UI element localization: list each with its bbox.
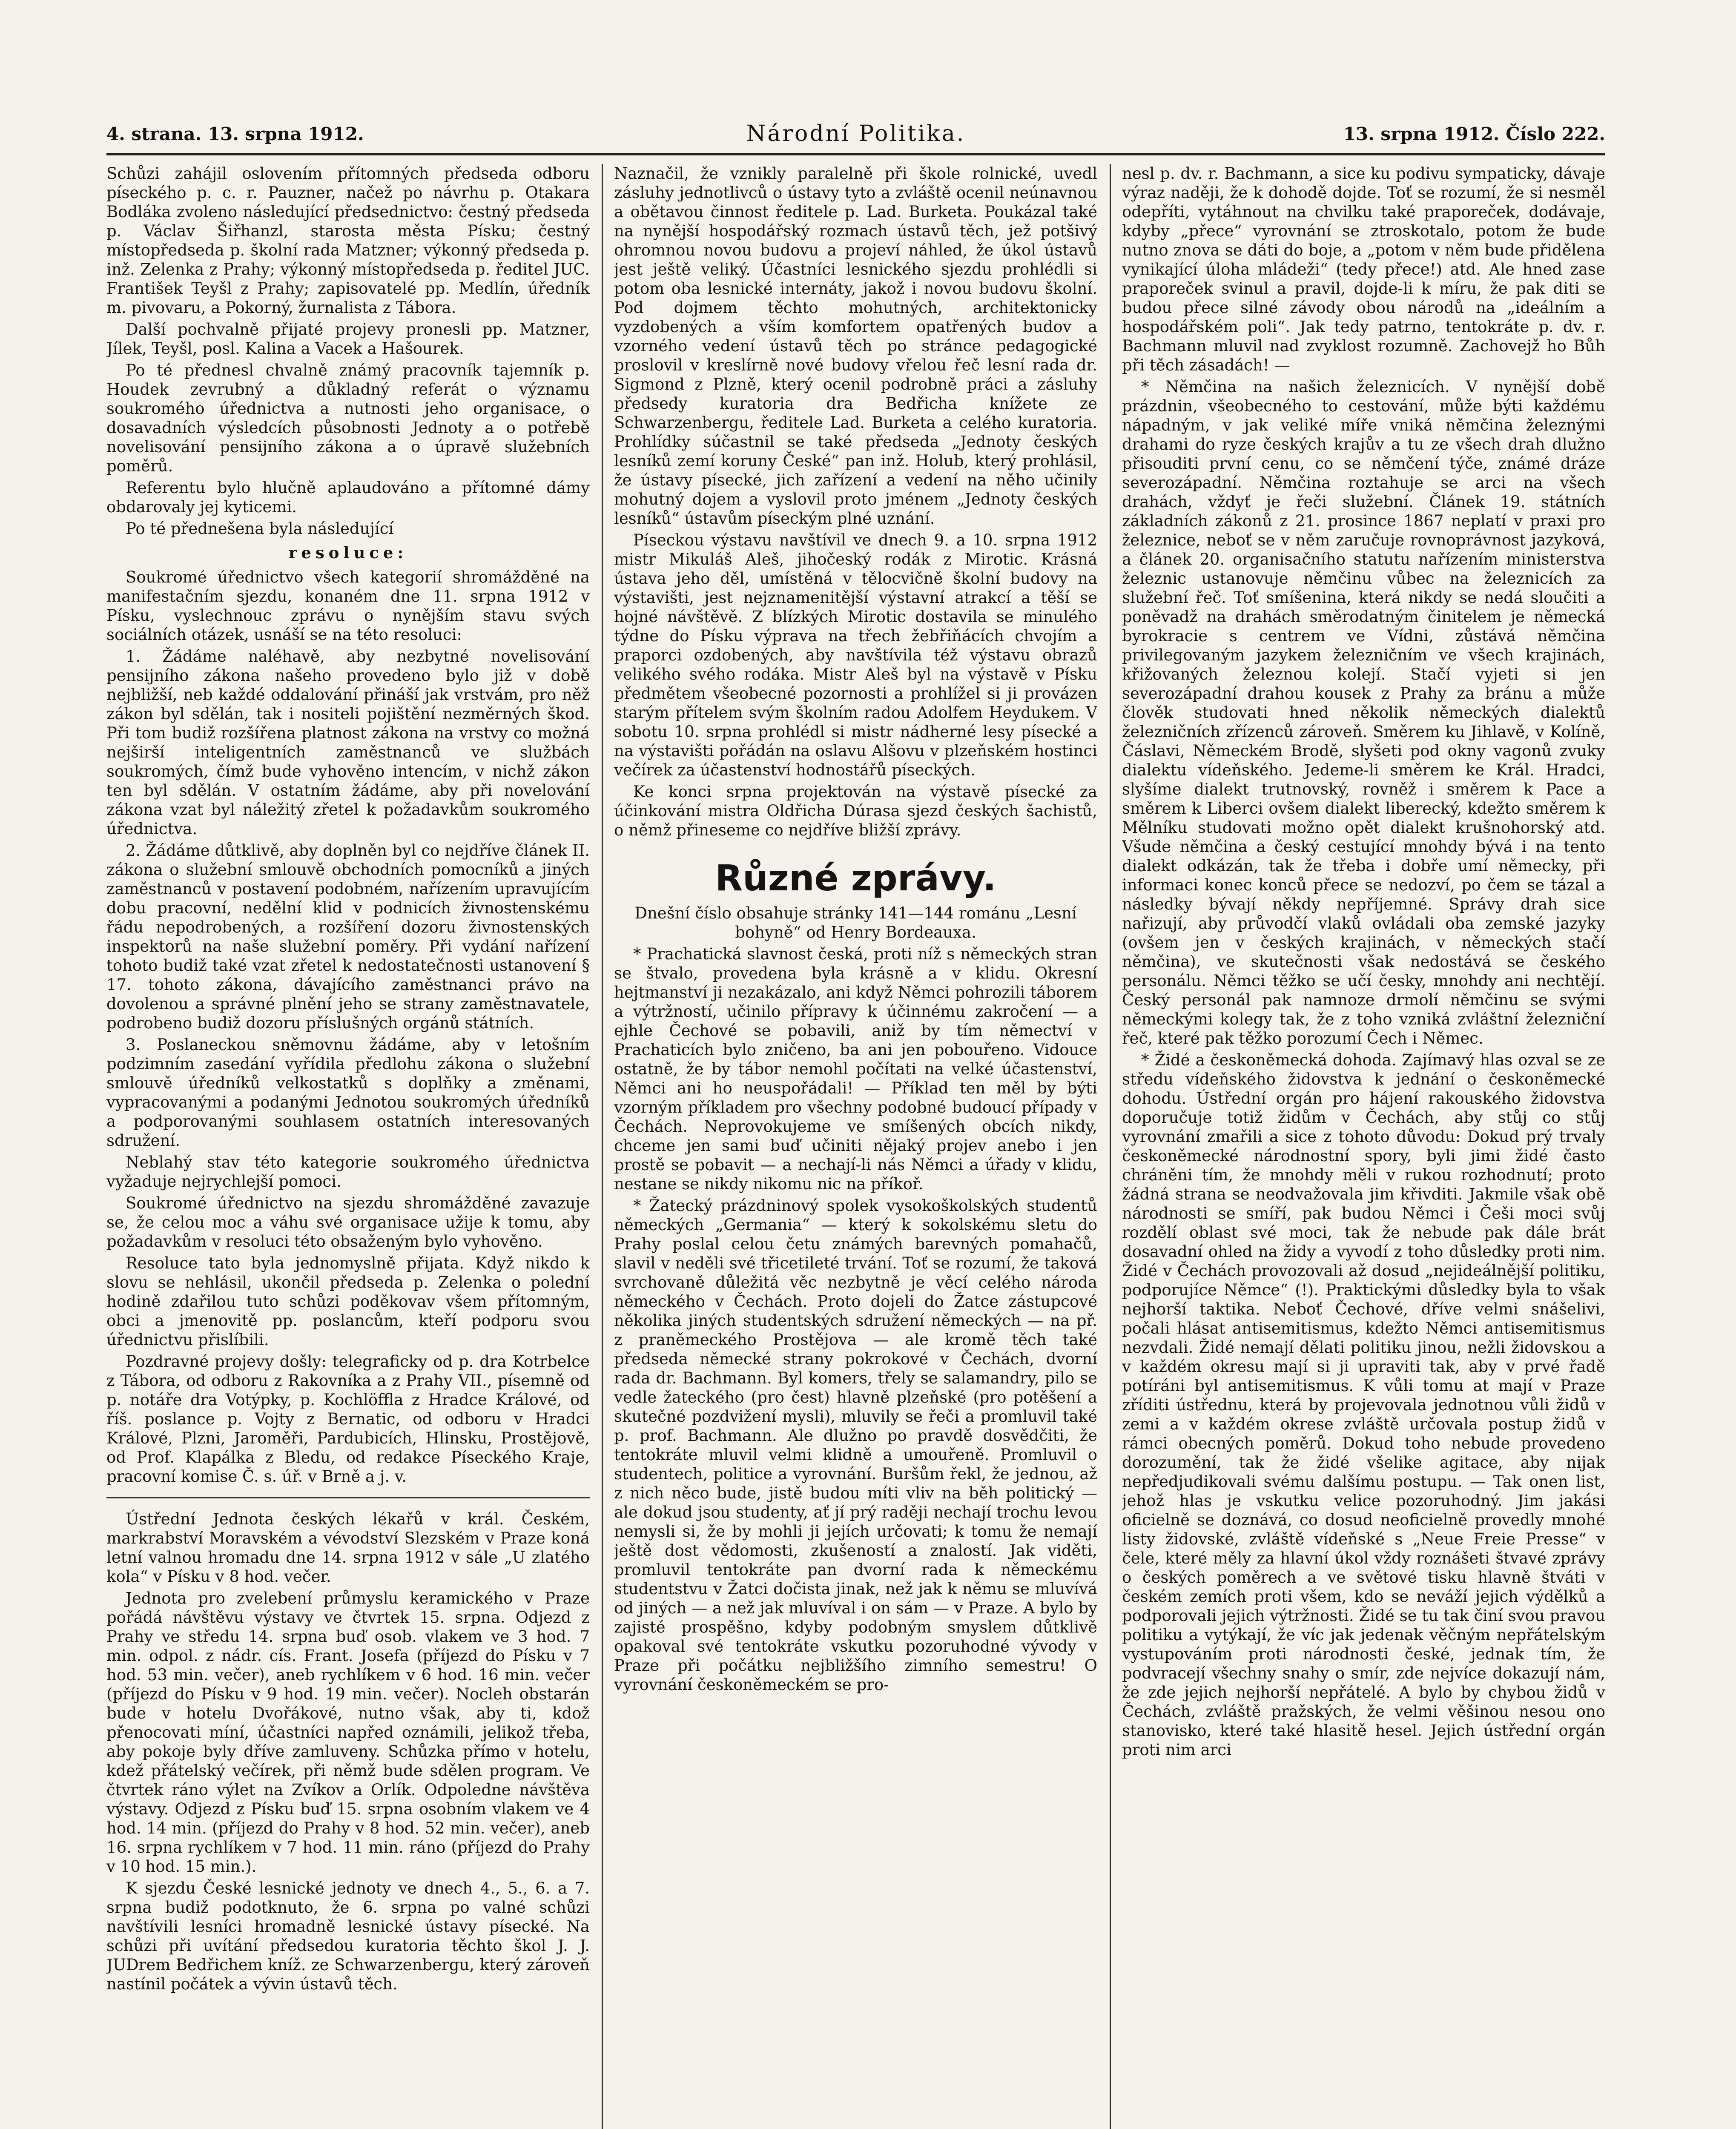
article-paragraph: Po té přednesl chvalně známý pracovník tajemník p. Houdek zevrubný a důkladný referát o významu soukromého úřednictva a nutnosti jeho organisace, o dosavadních výsledcích působnosti Jednoty a o potřebě novelisování pensijního zákona a o úpravě služebních poměrů. [106, 361, 590, 475]
column-1 [106, 164, 590, 2129]
article-paragraph: Resoluce tato byla jednomyslně přijata. Když nikdo k slovu se nehlásil, ukončil předseda p. Zelenka o polední hodině zdařilou tuto schůzi poděkovav všem přítomným, obci a jmenovitě pp. poslancům, kteří podporu svou úřednictvu přislíbili. [106, 1254, 590, 1349]
column-divider [602, 164, 603, 2129]
masthead-title: Národní Politika. [746, 121, 966, 146]
supplement-note: Dnešní číslo obsahuje stránky 141—144 románu „Lesní bohyně“ od Henry Bordeauxa. [634, 904, 1077, 941]
column-divider [1110, 164, 1111, 2129]
resolution-heading: resoluce: [288, 543, 408, 562]
article-paragraph: Referentu bylo hlučně aplaudováno a přítomné dámy obdarovaly jej kyticemi. [106, 479, 590, 516]
page-header [106, 123, 1605, 158]
article-paragraph: 2. Žádáme důtklivě, aby doplněn byl co nejdříve článek II. zákona o služební smlouvě obchodních pomocníků a jiných zaměstnanců v postavení podobném, nařízením upravujícím dobu pracovní, nedělní klid v podnicích živnostenskému řádu nepodrobených, a rozšíření dozoru živnostenských inspektorů na naše služební poměry. Při vydání nařízení tohoto budiž také vzat zřetel k nedostatečnosti ustanovení § 17. tohoto zákona, dávajícího zaměstnanci právo na dovolenou a správné plnění jeho se strany zaměstnavatele, podrobeno budiž dozoru příslušných orgánů státních. [106, 841, 590, 1032]
column-2 [614, 164, 1097, 2129]
header-rule [106, 153, 1605, 155]
article-paragraph: Ke konci srpna projektován na výstavě písecké za účinkování mistra Oldřicha Dúrasa sjezd českých šachistů, o němž přineseme co nejdříve bližší zprávy. [614, 783, 1097, 839]
newspaper-page [106, 123, 1605, 2129]
article-paragraph: Ústřední Jednota českých lékařů v král. Českém, markrabství Moravském a vévodství Slezském v Praze koná letní valnou hromadu dne 14. srpna 1912 v sále „U zlatého kola“ v Písku v 8 hod. večer. [106, 1510, 590, 1586]
article-paragraph: 1. Žádáme naléhavě, aby nezbytné novelisování pensijního zákona našeho provedeno bylo již v době nejbližší, neb každé oddalování přináší jak vrstvám, pro něž zákon byl sdělán, tak i nositeli pojištění nezměrných škod. Při tom budiž rozšířena platnost zákona na vrstvy co možná nejširší inteligentních zaměstnanců ve službách soukromých, čímž bude vyhověno intencím, v nichž zákon ten byl sdělán. V ostatním žádáme, aby při novelování zákona vzat byl náležitý zřetel k požadavkům soukromého úřednictva. [106, 647, 590, 838]
article-paragraph: Po té přednešena byla následující [126, 519, 394, 538]
article-paragraph: * Žatecký prázdninový spolek vysokoškolských studentů německých „Germania“ — který k sokolskému sletu do Prahy poslal celou četu známých barevných pomahačů, slavil v neděli své třicetileté trvání. Toť se rozumí, že taková svrchovaně důležitá věc nezbytně je věcí celého národa německého v Čechách. Proto dojeli do Žatce zástupcové několika jiných studentských sdružení německých — na př. z praněmeckého Prostějova — ale kromě těch také předseda německé strany pokrokové v Čechách, dvorní rada dr. Bachmann. Byl komers, třely se salamandry, pilo se vedle žateckého (pro čest) hlavně plzeňské (pro potěšení a skutečné pozdvižení mysli), mluvily se řeči a promluvil také p. prof. Bachmann. Ale dlužno po pravdě dosvědčiti, že tentokráte mluvil velmi klidně a umouřeně. Promluvil o studentech, politice a vyrovnání. Buršům řekl, že jednou, až z nich něco bude, jistě budou míti vliv na běh politický — ale dokud jsou studenty, ať jí prý raději nechají trochu levou nemysli si, že by mohli ji jejích určovati; k tomu že nemají ještě dost vědomosti, zkušeností a znalostí. Jak viděti, promluvil tentokráte pan dvorní rada k německému studentstvu v Žatci dočista jinak, než jak k němu se mluvívá od jiných — a než jak mluvíval i on sám — v Praze. A bylo by zajisté prospěšno, kdyby podobným smyslem důtklivě opakoval své tentokráte vskutku pozoruhodné vývody v Praze při počátku nejbližšího zimního semestru! O vyrovnání českoněmeckém se pro- [614, 1196, 1097, 1694]
header-page-date: 4. strana. 13. srpna 1912. [106, 123, 364, 144]
column-3 [1122, 164, 1605, 2129]
section-title: Různé zprávy. [715, 857, 996, 899]
article-paragraph: * Prachatická slavnost česká, proti níž s německých stran se štvalo, provedena byla krásně a v klidu. Okresní hejtmanství ji nezakázalo, ani když Němci pohrozili táborem a výtržností, učinilo přípravy k účinnému zakročení — a ejhle Čechové se pobavili, aniž by tím němectví v Prachaticích bylo zničeno, ba ani jen pobouřeno. Vidouce ostatně, že by tábor nemohl počítati na velké účastenství, Němci ani ho neuspořádali! — Příklad ten měl by býti vzorným příkladem pro všechny podobné budoucí případy v Čechách. Neprovokujeme ve smíšených obcích nikdy, chceme jen sami buď učiniti nějaký projev anebo i jen prostě se pobavit — a nechají-li nás Němci a úřady v klidu, nestane se nikdy nikomu nic na příkoř. [614, 945, 1097, 1193]
article-paragraph: Jednota pro zvelebení průmyslu keramického v Praze pořádá návštěvu výstavy ve čtvrtek 15. srpna. Odjezd z Prahy ve středu 14. srpna buď osob. vlakem ve 3 hod. 7 min. odpol. z nádr. cís. Frant. Josefa (příjezd do Písku v 7 hod. 53 min. večer), aneb rychlíkem v 6 hod. 16 min. večer (příjezd do Písku v 9 hod. 19 min. večer). Nocleh obstarán bude v hotelu Dvořákové, nutno však, aby ti, kdož přenocovati míní, účastníci napřed oznámili, jelikož třeba, aby pokoje byly dříve zamluveny. Schůzka přímo v hotelu, kdež přátelský večírek, při němž bude sdělen program. Ve čtvrtek ráno výlet na Zvíkov a Orlík. Odpoledne návštěva výstavy. Odjezd z Písku buď 15. srpna osobním vlakem ve 4 hod. 14 min. (příjezd do Prahy v 8 hod. 52 min. večer), aneb 16. srpna rychlíkem v 7 hod. 11 min. ráno (příjezd do Prahy v 10 hod. 15 min.). [106, 1589, 590, 1876]
article-paragraph: Schůzi zahájil oslovením přítomných předseda odboru píseckého p. c. r. Pauzner, načež po návrhu p. Otakara Bodláka zvoleno následující předsednictvo: čestný předseda p. Václav Šiřhanzl, starosta města Písku; čestný místopředseda p. školní rada Matzner; výkonný předseda p. inž. Zelenka z Prahy; výkonný místopředseda p. ředitel JUC. František Teyšl z Prahy; zapisovatelé pp. Medlín, úředník m. pivovaru, a Pokorný, žurnalista z Tábora. [106, 164, 590, 317]
article-paragraph: Naznačil, že vznikly paralelně při škole rolnické, uvedl zásluhy jednotlivců o ústavy tyto a zvláště ocenil neúnavnou a obětavou činnost ředitele p. Lad. Burketa. Poukázal také na nynější hospodářský rozmach ústavů těch, jež potšivý ohromnou novou budovu a projeví náhled, že úkol ústavů jest ještě veliký. Účastníci lesnického sjezdu prohlédli si potom oba lesnické internáty, jakož i novou budovu školní. Pod dojmem těchto mohutných, architektonicky vyzdobených a vším komfortem opatřených budov a vzorného vedení ústavů těch po stránce pedagogické proslovil v kreslírně nové budovy vřelou řeč lesní rada dr. Sigmond z Plzně, který ocenil podrobně práci a zásluhy předsedy kuratoria dra Bedřicha knížete ze Schwarzenbergu, ředitele Lad. Burketa a celého kuratoria. Prohlídky súčastnil se také předseda „Jednoty českých lesníků zemí koruny České“ pan inž. Holub, který prohlásil, že ústavy písecké, jich zařízení a vedení na něho učinily mohutný dojem a vyslovil proto jménem „Jednoty českých lesníků“ ústavům píseckým plné uznání. [614, 164, 1097, 528]
article-paragraph: * Židé a českoněmecká dohoda. Zajímavý hlas ozval se ze středu vídeňského židovstva k jednání o českoněmecké dohodu. Ústřední orgán pro hájení rakouského židovstva doporučuje totiž židům v Čechách, aby stůj co stůj vyrovnání zmařili a sice z tohoto důvodu: Dokud prý trvaly českoněmecké národnostní spory, byli jimi židé často chráněni tím, že mnohdy měli v rukou rozhodnutí; proto žádná strana se neodvažovala jim křivditi. Jakmile však obě národnosti se smíří, pak budou Němci i Češi moci svůj rozdělí oblast své moci, tak že nebude pak dále brát dosavadní ohled na židy a vyvodí z toho důsledky proti nim. Židé v Čechách provozovali až dosud „nejideálnější politiku, podporujíce Němce“ (!). Praktickými důsledky byla to však nejhorší taktika. Neboť Čechové, dříve velmi snášelivi, počali hlásat antisemitismus, kdežto Němci antisemitismus nezvdali. Židé nemají dělati politiku jinou, nežli židovskou a v každém okresu mají si ji upraviti tak, aby v prvé řadě potíráni byl antisemitismus. K vůli tomu at mají v Praze zříditi ústřednu, která by projevovala jednotnou vůli židů v zemi a v každém okrese zvláště určovala postup židů v rámci obecných poměrů. Dokud toho nebude provedeno dorozumění, tak že židé všelike agitace, aby nijak nepředjudikovali svému dalšímu postupu. — Tak onen list, jehož hlas je vskutku velice pozoruhodný. Jim jakási oficielně se doznává, co dosud neoficielně provedly mnohé listy židovské, zvláště vídeňské s „Neue Freie Presse“ v čele, které měly za hlavní úkol vždy roznášeti štvavé zprávy o českých poměrech a ve světové tisku hlavně štváti v českém zemích proti všem, kdo se neváží jejich výdělků a podporovali jejich výtržnosti. Židé se tu tak činí svou pravou politiku a vytýkají, že víc jak jedenak věčným nepřátelským vystupováním proti národnosti české, jednak tím, že podvracejí všechny snahy o smír, zde nejvíce dokazují nám, že zde jejich nejhorší nepřátelé. A bylo by chybou židů v Čechách, zvláště pražských, že velmi věšinou nesou ono stanovisko, které také hlasitě hesel. Jejich ústřední orgán proti nim arci [1122, 1051, 1605, 1759]
article-paragraph: Další pochvalně přijaté projevy pronesli pp. Matzner, Jílek, Teyšl, posl. Kalina a Vacek a Hašourek. [106, 320, 590, 358]
article-paragraph: Soukromé úřednictvo všech kategorií shromážděné na manifestačním sjezdu, konaném dne 11. srpna 1912 v Písku, vyslechnouc zprávu o nynějším stavu svých sociálních otázek, usnáší se na této resoluci: [106, 568, 590, 644]
section-divider [106, 1497, 590, 1498]
article-paragraph: 3. Poslaneckou sněmovnu žádáme, aby v letošním podzimním zasedání vyřídila předlohu zákona o služební smlouvě úředníků velkostatků s doplňky a změnami, vypracovanými a podanými Jednotou soukromých úředníků a podporovanými souhlasem ostatních interesovaných sdružení. [106, 1036, 590, 1150]
article-paragraph: nesl p. dv. r. Bachmann, a sice ku podivu sympaticky, dávaje výraz naději, že k dohodě dojde. Toť se rozumí, že si nesměl odepříti, vytáhnout na chvilku také praporeček, dodávaje, kdyby „přece“ vyrovnání se ztroskotalo, potom že bude nutno znova se dáti do boje, a „potom v něm bude přidělena vynikající úloha mládeži“ (tedy přece!) atd. Ale hned zase praporeček svinul a pravil, dojde-li k míru, že pak diti se budou přece silné závody obou národů na „ideálním a hospodářském poli“. Jak tedy patrno, tentokráte p. dv. r. Bachmann mluvil nad zvyklost rozumně. Zachovejž ho Bůh při těch zásadách! — [1122, 164, 1605, 374]
article-paragraph: Pozdravné projevy došly: telegraficky od p. dra Kotrbelce z Tábora, od odboru z Rakovníka a z Prahy VII., písemně od p. notáře dra Votýpky, p. Kochlöffla z Hradce Králové, od říš. poslance p. Vojty z Bernatic, od odboru v Hradci Králové, Plzni, Jaroměři, Pardubicích, Hlinsku, Prostějově, od Prof. Klapálka z Bledu, od redakce Píseckého Kraje, pracovní komise Č. s. úř. v Brně a j. v. [106, 1352, 590, 1486]
article-paragraph: K sjezdu České lesnické jednoty ve dnech 4., 5., 6. a 7. srpna budiž podotknuto, že 6. srpna po valné schůzi navštívili lesníci hromadně lesnické ústavy písecké. Na schůzi při uvítání předsedou kuratoria těchto škol J. J. JUDrem Bedřichem kníž. ze Schwarzenbergu, který zároveň nastínil počátek a vývin ústavů těch. [106, 1879, 590, 1993]
header-issue-number: 13. srpna 1912. Číslo 222. [1343, 123, 1605, 144]
article-paragraph: * Němčina na našich železnicích. V nynější době prázdnin, všeobecného to cestování, může býti každému nápadným, v jak veliké míře vniká němčina železnými drahami do ryze českých krajův a tu ze všech drah dlužno přisouditi první cenu, co se němčení týče, známé dráze severozápadní. Němčina roztahuje se arci na všech drahách, vždyť je řeči služební. Článek 19. státních základních zákonů z 21. prosince 1867 neplatí v praxi pro železnice, neboť se v něm zaručuje rovnoprávnost jazyková, a článek 20. organisačního statutu nařízením ministerstva železnic ustanovuje němčinu vůbec na železnicích za služební řeč. Toť smíšenina, která nikdy se nedá sloučiti a poněvadž na drahách směrodatným činitelem je německá byrokracie s centrem ve Vídni, zůstává němčina privilegovaným jazykem železničním ve všech krajinách, křižovaných železnou kolejí. Stačí vyjeti si jen severozápadní drahou kousek z Prahy za bránu a může člověk studovati hned několik německých dialektů železničních zřízenců zároveň. Směrem ku Jihlavě, v Kolíně, Čáslavi, Německém Brodě, slyšeti pod okny vagonů zvuky dialektu vídeňského. Jedeme-li směrem ke Král. Hradci, slyšíme dialekt trutnovský, rovněž i směrem k Pace a směrem k Liberci ovšem dialekt liberecký, kdežto směrem k Mělníku studovati možno opět dialekt krušnohorský atd. Všude němčina a český cestující mnohdy bývá i na tento dialekt odkázán, tak že třeba i dobře umí německy, při informaci konec konců přece se nedozví, po čem se tázal a následky bývají někdy nepříjemné. Správy drah sice nařizují, aby průvodčí vlaků ovládali oba zemské jazyky (ovšem jen v českých krajinách, v německých stačí němčina), ve skutečnosti však nedostává se českého personálu. Němci těžko se učí česky, mnohdy ani nechtějí. Český personál pak namnoze drmolí němčinu se svými německými kolegy tak, že z toho vzniká zvláštní železniční řeč, které pak těžko porozumí Čech i Němec. [1122, 378, 1605, 1047]
article-paragraph: Soukromé úřednictvo na sjezdu shromážděné zavazuje se, že celou moc a váhu své organisace užije k tomu, aby požadavkům v resoluci této obsaženým bylo vyhověno. [106, 1194, 590, 1251]
article-paragraph: Píseckou výstavu navštívil ve dnech 9. a 10. srpna 1912 mistr Mikuláš Aleš, jihočeský rodák z Mirotic. Krásná ústava jeho děl, umístěná v tělocvičně školní budovy na výstavišti, jest nejznamenitější výstavní atrakcí a těší se hojné návštěvě. Z blízkých Mirotic dostavila se minulého týdne do Písku výprava na třech žebřiňácích chvojím a praporci ozdobených, aby navštívila též výstavu obrazů velikého svého rodáka. Mistr Aleš byl na výstavě v Písku předmětem všeobecné pozornosti a prohlížel si ji provázen starým přítelem svým školním radou Adolfem Heydukem. V sobotu 10. srpna prohlédl si mistr nádherné lesy písecké a na výstavišti pořádán na oslavu Alšovu v plzeňském hostinci večírek za účastenství hodnostářů píseckých. [614, 531, 1097, 779]
article-paragraph: Neblahý stav této kategorie soukromého úřednictva vyžaduje nejrychlejší pomoci. [106, 1153, 590, 1191]
